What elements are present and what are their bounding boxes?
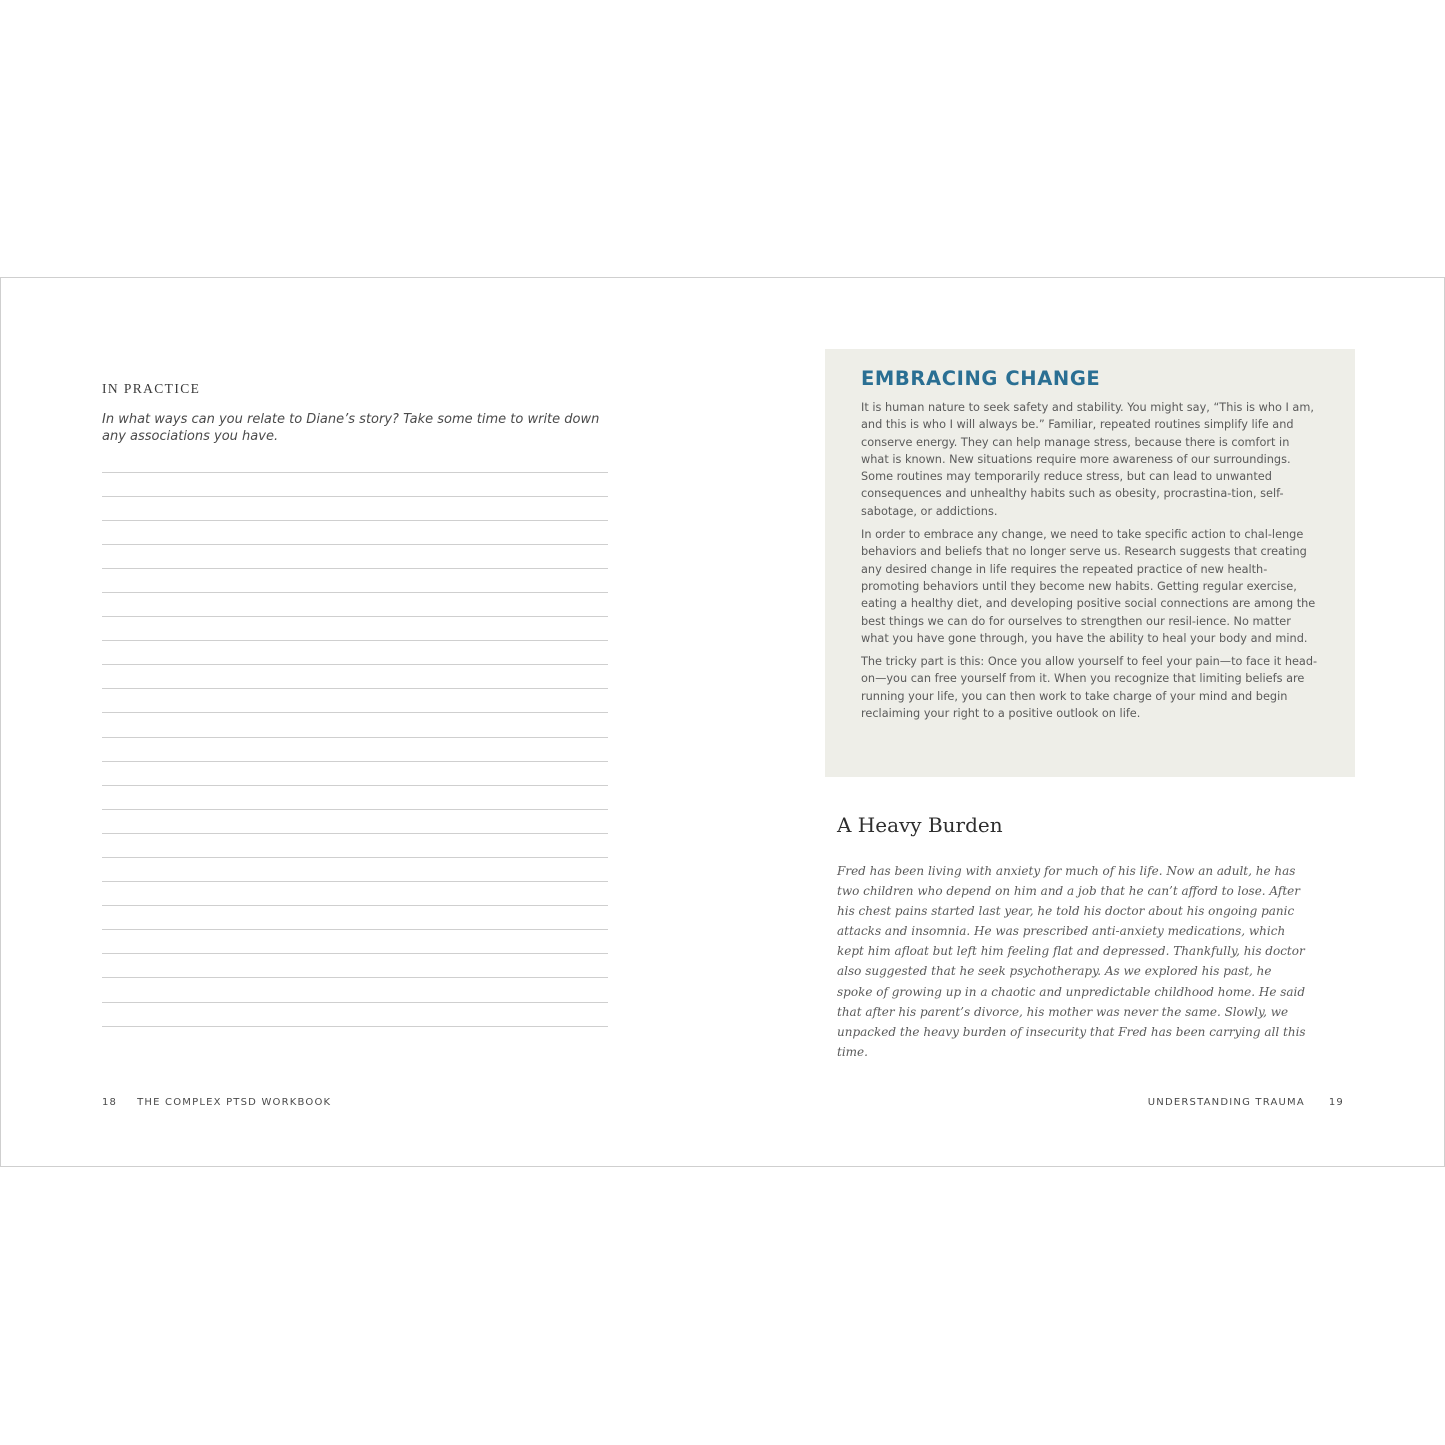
practice-prompt: In what ways can you relate to Diane’s story? Take some time to write down any associations you have. (102, 412, 600, 444)
writing-line (102, 762, 608, 786)
writing-line (102, 665, 608, 689)
footer-right (1148, 1097, 1344, 1108)
running-head-chapter-title: UNDERSTANDING TRAUMA (1147, 1097, 1305, 1108)
sidebar-paragraph: In order to embrace any change, we need to take specific action to chal-lenge behaviors and beliefs that no longer serve us. Research suggests that creating any desired change in life requires the repeated practice of new health-promoting behaviors until they become new habits. Getting regular exercise, eating a healthy diet, and developing positive social connections are among the best things we can do for ourselves to strengthen our resil-ience. No matter what you have gone through, you have the ability to heal your body and mind. (861, 528, 1316, 645)
writing-line (102, 930, 608, 954)
writing-line (102, 569, 608, 593)
sidebar-title: EMBRACING CHANGE (861, 367, 1101, 390)
in-practice-label: IN PRACTICE (102, 381, 201, 396)
writing-line (102, 786, 608, 810)
sidebar-paragraph: The tricky part is this: Once you allow yourself to feel your pain—to face it head-on—you can free yourself from it. When you recognize that limiting beliefs are running your life, you can then work to take charge of your mind and begin reclaiming your right to a positive outlook on life. (861, 655, 1318, 721)
page-number-right: 19 (1328, 1097, 1344, 1108)
sidebar-paragraph: It is human nature to seek safety and stability. You might say, “This is who I am, and this is who I will always be.” Familiar, repeated routines simplify life and conserve energy. They can help manage stress, because there is comfort in what is known. New situations require more awareness of our surroundings. Some routines may temporarily reduce stress, but can lead to unwanted consequences and unhealthy habits such as obesity, procrastina-tion, self-sabotage, or addictions. (861, 401, 1314, 518)
writing-line (102, 473, 608, 497)
writing-line (102, 858, 608, 882)
writing-line (102, 641, 608, 665)
writing-line (102, 834, 608, 858)
footer-left (102, 1097, 331, 1108)
section-title: A Heavy Burden (837, 813, 1003, 837)
writing-line (102, 810, 608, 834)
case-story: Fred has been living with anxiety for much of his life. Now an adult, he has two children who depend on him and a job that he can’t afford to lose. After his chest pains started last year, he told his doctor about his ongoing panic attacks and insomnia. He was prescribed anti-anxiety medications, which kept him afloat but left him feeling flat and depressed. Thankfully, his doctor also suggested that he seek psychotherapy. As we explored his past, he spoke of growing up in a chaotic and unpredictable childhood home. He said that after his parent’s divorce, his mother was never the same. Slowly, we unpacked the heavy burden of insecurity that Fred has been carrying all this time. (837, 864, 1306, 1059)
writing-line (102, 713, 608, 737)
writing-line (102, 882, 608, 906)
writing-line (102, 617, 608, 641)
writing-line (102, 545, 608, 569)
writing-line (102, 1003, 608, 1027)
writing-line (102, 906, 608, 930)
writing-line (102, 978, 608, 1002)
writing-line (102, 521, 608, 545)
writing-line (102, 738, 608, 762)
embracing-change-sidebar (825, 349, 1355, 777)
writing-lines (102, 471, 608, 1027)
page-number-left: 18 (102, 1097, 118, 1108)
writing-line (102, 497, 608, 521)
writing-line (102, 954, 608, 978)
running-head-book-title: THE COMPLEX PTSD WORKBOOK (137, 1097, 332, 1108)
writing-line (102, 593, 608, 617)
book-spread (0, 277, 1445, 1167)
writing-line (102, 689, 608, 713)
